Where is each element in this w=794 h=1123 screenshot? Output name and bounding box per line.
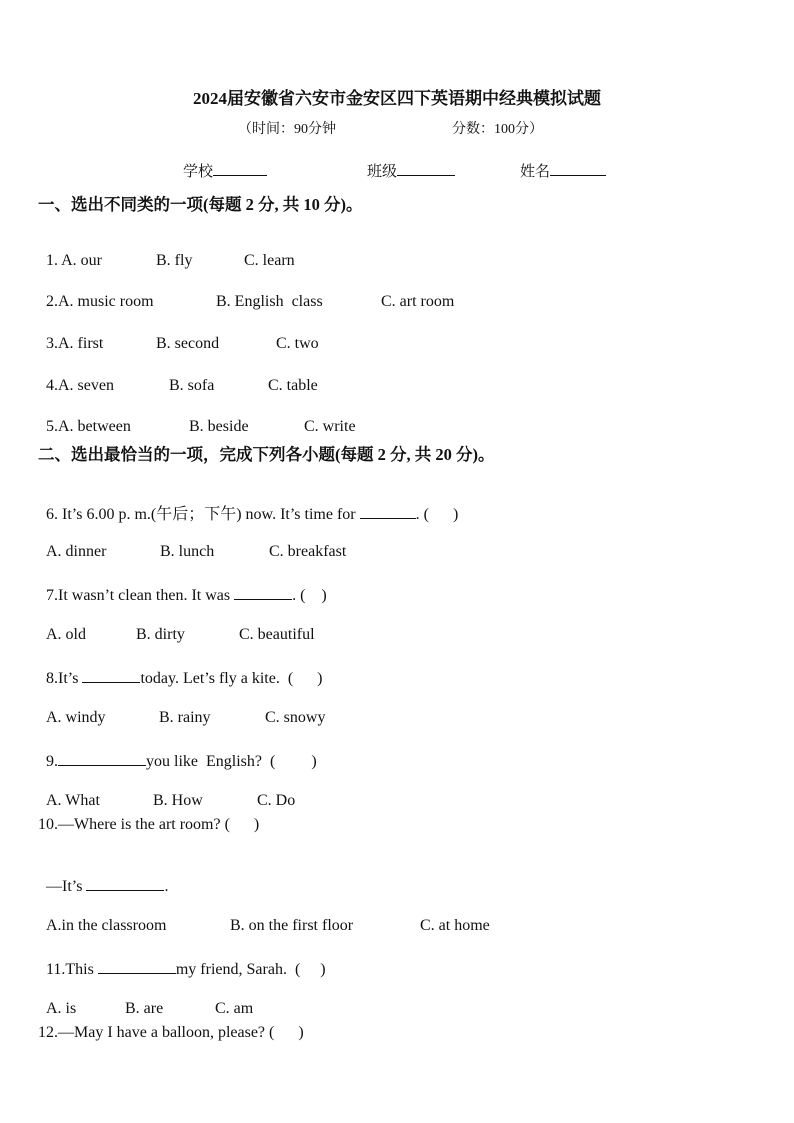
school-blank[interactable] [213, 161, 267, 176]
section2-heading: 二、选出最恰当的一项，完成下列各小题(每题 2 分, 共 20 分)。 [38, 445, 495, 464]
q7-stem-end: . ( ) [292, 587, 327, 604]
q7-option-b: B. dirty [136, 626, 185, 643]
q10-option-a: A.in the classroom [46, 917, 167, 934]
q9-option-c: C. Do [257, 792, 296, 809]
question-11 [38, 941, 326, 979]
class-blank[interactable] [397, 161, 455, 176]
section1-heading: 一、选出不同类的一项(每题 2 分, 共 10 分)。 [38, 195, 363, 214]
question-3 [38, 317, 319, 353]
q7-option-c: C. beautiful [239, 626, 315, 643]
q4-option-a: 4.A. seven [46, 377, 114, 394]
q6-option-a: A. dinner [46, 543, 107, 560]
q10-option-c: C. at home [420, 917, 490, 934]
q10-answer-end: . [164, 878, 169, 895]
q8-stem-start: 8.It’s [46, 670, 83, 687]
question-6-options [38, 525, 346, 561]
q5-option-c: C. write [304, 418, 356, 435]
question-7 [38, 567, 327, 605]
q4-option-b: B. sofa [169, 377, 215, 394]
question-5 [38, 400, 356, 436]
name-label: 姓名 [520, 164, 551, 180]
q6-option-c: C. breakfast [269, 543, 347, 560]
q9-option-a: A. What [46, 792, 100, 809]
q8-option-a: A. windy [46, 709, 106, 726]
q4-option-c: C. table [268, 377, 318, 394]
q2-option-c: C. art room [381, 293, 455, 310]
question-8 [38, 650, 322, 688]
question-8-options [38, 691, 325, 727]
q3-option-b: B. second [156, 335, 220, 352]
q11-stem-start: 11.This [46, 961, 98, 978]
q1-option-a: 1. A. our [46, 252, 102, 269]
name-blank[interactable] [550, 161, 606, 176]
q3-option-a: 3.A. first [46, 335, 104, 352]
question-11-options [38, 982, 253, 1018]
q6-stem-start: 6. It’s 6.00 p. m.(午后；下午) now. It’s time for [46, 506, 360, 523]
q11-option-b: B. are [125, 1000, 164, 1017]
school-label: 学校 [183, 164, 214, 180]
question-1 [38, 234, 295, 270]
question-9-options [38, 774, 295, 810]
q1-option-c: C. learn [244, 252, 295, 269]
question-9 [38, 733, 317, 771]
question-10-answer [38, 858, 168, 896]
q1-option-b: B. fly [156, 252, 193, 269]
class-field[interactable] [367, 160, 455, 181]
q7-blank[interactable] [234, 585, 292, 600]
q3-option-c: C. two [276, 335, 319, 352]
q9-stem-start: 9. [46, 753, 58, 770]
q10-option-b: B. on the first floor [230, 917, 354, 934]
q5-option-b: B. beside [189, 418, 249, 435]
q8-blank[interactable] [82, 668, 140, 683]
q11-option-c: C. am [215, 1000, 254, 1017]
exam-time: （时间：90分钟 [238, 122, 336, 137]
q7-option-a: A. old [46, 626, 86, 643]
q10-answer-start: —It’s [46, 878, 87, 895]
q10-blank[interactable] [86, 876, 164, 891]
q9-option-b: B. How [153, 792, 203, 809]
q2-option-b: B. English class [216, 293, 323, 310]
q7-stem-start: 7.It wasn’t clean then. It was [46, 587, 235, 604]
exam-score: 分数：100分） [452, 122, 543, 137]
class-label: 班级 [367, 164, 398, 180]
q5-option-a: 5.A. between [46, 418, 131, 435]
q8-stem-end: today. Let’s fly a kite. ( ) [140, 670, 323, 687]
school-field[interactable] [183, 160, 267, 181]
q11-blank[interactable] [98, 959, 176, 974]
page-title: 2024届安徽省六安市金安区四下英语期中经典模拟试题 [193, 89, 601, 108]
question-6 [38, 483, 458, 524]
question-4 [38, 359, 318, 395]
q8-option-c: C. snowy [265, 709, 326, 726]
name-field[interactable] [520, 160, 606, 181]
question-2 [38, 275, 454, 311]
q8-option-b: B. rainy [159, 709, 211, 726]
question-12: 12.—May I have a balloon, please? ( ) [38, 1024, 304, 1041]
question-10: 10.—Where is the art room? ( ) [38, 816, 260, 833]
q6-blank[interactable] [360, 504, 416, 519]
question-7-options [38, 608, 315, 644]
question-10-options [38, 899, 490, 935]
q11-option-a: A. is [46, 1000, 77, 1017]
q9-blank[interactable] [58, 751, 146, 766]
q2-option-a: 2.A. music room [46, 293, 154, 310]
q6-stem-end: . ( ) [415, 506, 459, 523]
q9-stem-end: you like English? ( ) [146, 753, 317, 770]
q11-stem-end: my friend, Sarah. ( ) [175, 961, 326, 978]
q6-option-b: B. lunch [160, 543, 215, 560]
